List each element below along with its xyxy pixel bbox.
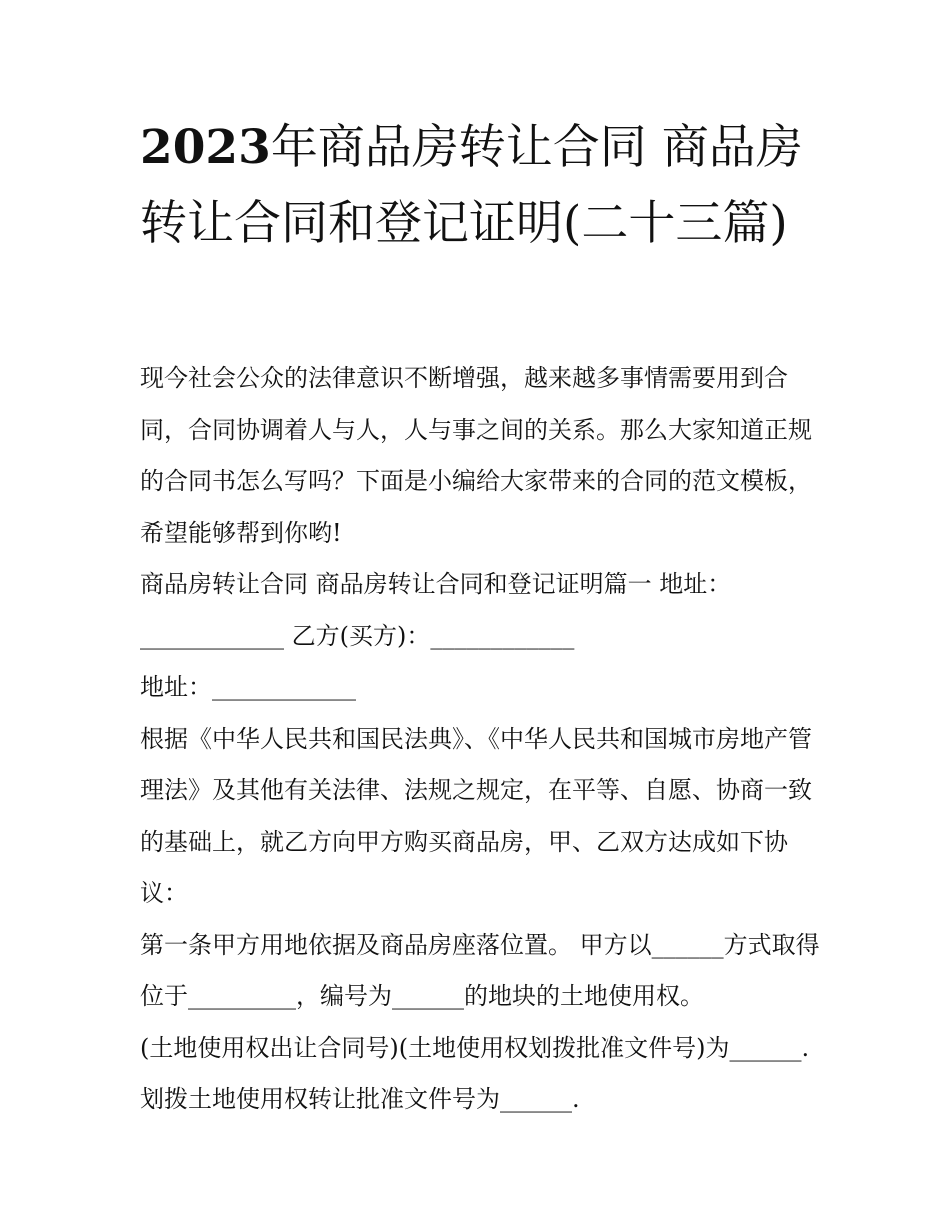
title-text: 年商品房转让合同 商品房转让合同和登记证明(二十三篇) [140, 120, 803, 251]
section-heading-1: 商品房转让合同 商品房转让合同和登记证明篇一 地址： [140, 570, 732, 598]
land-use-paragraph: (土地使用权出让合同号)(土地使用权划拨批准文件号)为______. 划拨土地使用权转让批准文件号为______. [140, 1033, 810, 1113]
intro-paragraph: 现今社会公众的法律意识不断增强，越来越多事情需要用到合同，合同协调着人与人，人与事之间的关系。那么大家知道正规的合同书怎么写吗？下面是小编给大家带来的合同的范文模板，希望能够帮到你哟! [140, 364, 812, 547]
legal-basis-paragraph: 根据《中华人民共和国民法典》、《中华人民共和国城市房地产管理法》及其他有关法律、法规之规定，在平等、自愿、协商一致的基础上，就乙方向甲方购买商品房，甲、乙双方达成如下协议： [140, 724, 812, 907]
document-body [140, 353, 820, 1126]
party-b-line: ____________ 乙方(买方)：____________ [140, 621, 575, 650]
document-title [140, 110, 830, 262]
title-year: 2023 [140, 120, 271, 175]
article-1-paragraph: 第一条甲方用地依据及商品房座落位置。 甲方以______方式取得位于_________，编号为______的地块的土地使用权。 [140, 930, 820, 1010]
address-line: 地址：____________ [140, 673, 356, 701]
